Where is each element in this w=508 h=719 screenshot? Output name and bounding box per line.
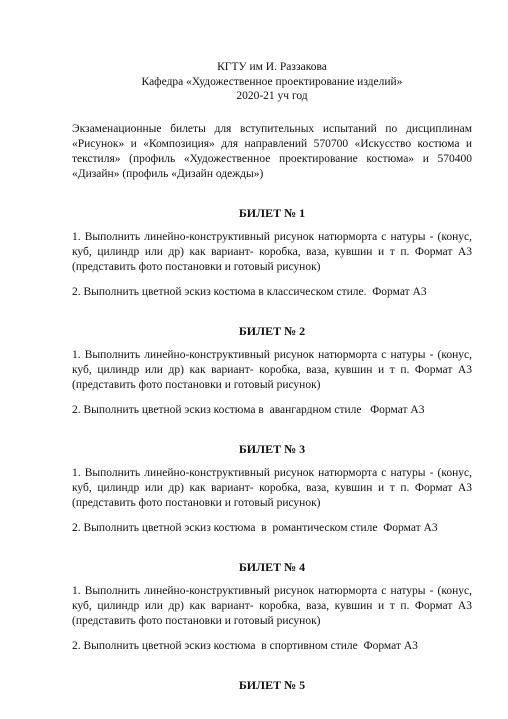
academic-year: 2020-21 уч год: [236, 90, 308, 102]
ticket-task-1: 1. Выполнить линейно-конструктивный рисунок натюрморта с натуры - (конус, куб, цилиндр или др) как вариант- коробка, ваза, кувшин и т п. Формат А3 (представить фото постановки и готовый рисунок): [72, 348, 472, 391]
ticket-task-2: 2. Выполнить цветной эскиз костюма в спортивном стиле Формат А3: [72, 639, 418, 652]
ticket-task-2: 2. Выполнить цветной эскиз костюма в авангардном стиле Формат А3: [72, 403, 425, 416]
ticket-task-1: 1. Выполнить линейно-конструктивный рисунок натюрморта с натуры - (конус, куб, цилиндр или др) как вариант- коробка, ваза, кувшин и т п. Формат А3 (представить фото постановки и готовый рисунок): [72, 584, 472, 627]
university-name: КГТУ им И. Раззакова: [217, 61, 327, 73]
ticket-task-1: 1. Выполнить линейно-конструктивный рисунок натюрморта с натуры - (конус, куб, цилиндр или др) как вариант- коробка, ваза, кувшин и т п. Формат А3 (представить фото постановки и готовый рисунок): [72, 230, 472, 273]
ticket-2: [72, 324, 472, 418]
ticket-title: БИЛЕТ № 5: [238, 677, 306, 692]
ticket-title: БИЛЕТ № 2: [238, 323, 306, 338]
ticket-title: БИЛЕТ № 4: [238, 559, 306, 574]
document-page: [72, 60, 472, 702]
ticket-4: [72, 560, 472, 654]
department-name: Кафедра «Художественное проектирование изделий»: [141, 75, 403, 88]
ticket-title: БИЛЕТ № 3: [238, 441, 306, 456]
ticket-5: [72, 678, 472, 692]
ticket-title: БИЛЕТ № 1: [238, 205, 306, 220]
ticket-3: [72, 442, 472, 536]
ticket-task-1: 1. Выполнить линейно-конструктивный рисунок натюрморта с натуры - (конус, куб, цилиндр или др) как вариант- коробка, ваза, кувшин и т п. Формат А3 (представить фото постановки и готовый рисунок): [72, 466, 472, 509]
ticket-task-2: 2. Выполнить цветной эскиз костюма в классическом стиле. Формат А3: [72, 285, 427, 298]
intro-paragraph: Экзаменационные билеты для вступительных испытаний по дисциплинам «Рисунок» и «Композиция» для направлений 570700 «Искусство костюма и текстиля» (профиль «Художественное проектирование костюма» и 570400 «Дизайн» (профиль «Дизайн одежды»): [72, 122, 472, 180]
document-header: [72, 60, 472, 104]
ticket-task-2: 2. Выполнить цветной эскиз костюма в романтическом стиле Формат А3: [72, 521, 438, 534]
ticket-1: [72, 206, 472, 300]
